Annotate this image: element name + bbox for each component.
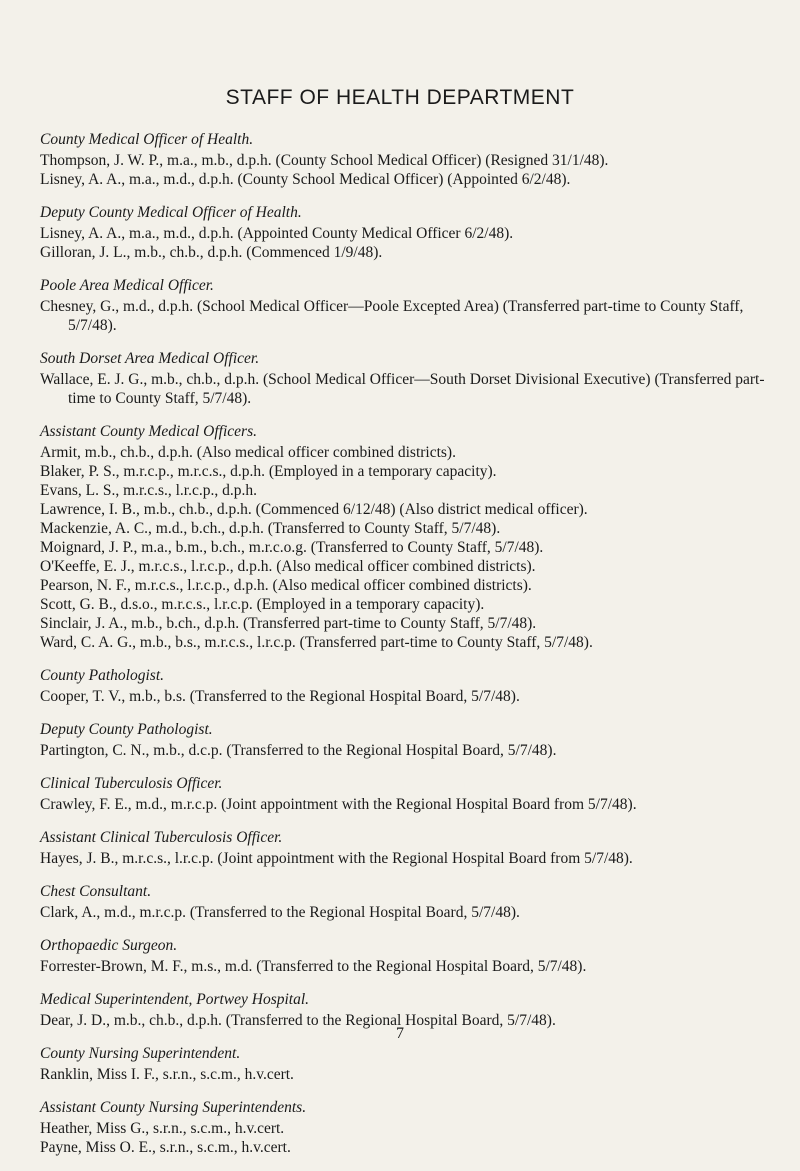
section-chest-consultant [40,882,775,922]
staff-entry: Armit, m.b., ch.b., d.p.h. (Also medical officer combined districts). [40,444,456,461]
section-heading: Assistant County Nursing Superintendents. [40,1099,307,1116]
section-heading: County Nursing Superintendent. [40,1045,241,1062]
staff-entry: Moignard, J. P., m.a., b.m., b.ch., m.r.c.o.g. (Transferred to County Staff, 5/7/48). [40,539,544,556]
section-assistant-county-medical-officers [40,422,775,652]
section-county-pathologist [40,666,775,706]
staff-entry: Dear, J. D., m.b., ch.b., d.p.h. (Transferred to the Regional Hospital Board, 5/7/48). [40,1012,556,1029]
section-deputy-county-pathologist [40,720,775,760]
staff-entry: Payne, Miss O. E., s.r.n., s.c.m., h.v.cert. [40,1139,291,1156]
page-number: 7 [396,1025,404,1042]
staff-entry: Chesney, G., m.d., d.p.h. (School Medical Officer—Poole Excepted Area) (Transferred part-time to County Staff, 5/7/48). [40,298,744,334]
section-heading: Assistant Clinical Tuberculosis Officer. [40,829,283,846]
section-heading: County Medical Officer of Health. [40,131,254,148]
staff-entry: Ward, C. A. G., m.b., b.s., m.r.c.s., l.r.c.p. (Transferred part-time to County Staff, 5/7/48). [40,634,593,651]
staff-entry: Heather, Miss G., s.r.n., s.c.m., h.v.cert. [40,1120,285,1137]
section-deputy-county-medical-officer [40,203,775,262]
section-heading: Orthopaedic Surgeon. [40,937,178,954]
section-heading: Deputy County Medical Officer of Health. [40,204,302,221]
staff-entry: Mackenzie, A. C., m.d., b.ch., d.p.h. (Transferred to County Staff, 5/7/48). [40,520,501,537]
section-medical-superintendent [40,990,775,1030]
section-county-medical-officer [40,130,775,189]
staff-entry: Crawley, F. E., m.d., m.r.c.p. (Joint appointment with the Regional Hospital Board from 5/7/48). [40,796,637,813]
staff-entry: Evans, L. S., m.r.c.s., l.r.c.p., d.p.h. [40,482,257,499]
section-heading: Poole Area Medical Officer. [40,277,214,294]
staff-entry: Thompson, J. W. P., m.a., m.b., d.p.h. (County School Medical Officer) (Resigned 31/1/48). [40,152,609,169]
staff-entry: O'Keeffe, E. J., m.r.c.s., l.r.c.p., d.p.h. (Also medical officer combined districts). [40,558,536,575]
section-heading: Deputy County Pathologist. [40,721,213,738]
section-heading: Medical Superintendent, Portwey Hospital. [40,991,310,1008]
staff-entry: Partington, C. N., m.b., d.c.p. (Transferred to the Regional Hospital Board, 5/7/48). [40,742,557,759]
staff-entry: Ranklin, Miss I. F., s.r.n., s.c.m., h.v.cert. [40,1066,294,1083]
staff-entry: Lisney, A. A., m.a., m.d., d.p.h. (Appointed County Medical Officer 6/2/48). [40,225,514,242]
section-county-nursing-superintendent [40,1044,775,1084]
staff-entry: Lawrence, I. B., m.b., ch.b., d.p.h. (Commenced 6/12/48) (Also district medical officer). [40,501,588,518]
staff-entry: Wallace, E. J. G., m.b., ch.b., d.p.h. (School Medical Officer—South Dorset Divisional Executive) (Transferred part-time to County Staff, 5/7/48). [40,371,765,407]
section-heading: South Dorset Area Medical Officer. [40,350,260,367]
staff-entry: Clark, A., m.d., m.r.c.p. (Transferred to the Regional Hospital Board, 5/7/48). [40,904,520,921]
section-heading: County Pathologist. [40,667,164,684]
staff-entry: Lisney, A. A., m.a., m.d., d.p.h. (County School Medical Officer) (Appointed 6/2/48). [40,171,571,188]
staff-entry: Scott, G. B., d.s.o., m.r.c.s., l.r.c.p. (Employed in a temporary capacity). [40,596,485,613]
staff-entry: Pearson, N. F., m.r.c.s., l.r.c.p., d.p.h. (Also medical officer combined districts). [40,577,532,594]
section-south-dorset-area-medical-officer [40,349,775,408]
staff-list [40,130,775,1171]
section-assistant-county-nursing-superintendents [40,1098,775,1157]
section-heading: Assistant County Medical Officers. [40,423,257,440]
page-title: STAFF OF HEALTH DEPARTMENT [225,86,575,109]
section-poole-area-medical-officer [40,276,775,335]
section-heading: Chest Consultant. [40,883,152,900]
section-assistant-clinical-tuberculosis-officer [40,828,775,868]
staff-entry: Sinclair, J. A., m.b., b.ch., d.p.h. (Transferred part-time to County Staff, 5/7/48). [40,615,537,632]
staff-entry: Hayes, J. B., m.r.c.s., l.r.c.p. (Joint appointment with the Regional Hospital Board from 5/7/48). [40,850,633,867]
section-heading: Clinical Tuberculosis Officer. [40,775,223,792]
staff-entry: Blaker, P. S., m.r.c.p., m.r.c.s., d.p.h. (Employed in a temporary capacity). [40,463,497,480]
section-clinical-tuberculosis-officer [40,774,775,814]
staff-entry: Cooper, T. V., m.b., b.s. (Transferred to the Regional Hospital Board, 5/7/48). [40,688,520,705]
section-orthopaedic-surgeon [40,936,775,976]
staff-entry: Forrester-Brown, M. F., m.s., m.d. (Transferred to the Regional Hospital Board, 5/7/48). [40,958,587,975]
staff-entry: Gilloran, J. L., m.b., ch.b., d.p.h. (Commenced 1/9/48). [40,244,383,261]
